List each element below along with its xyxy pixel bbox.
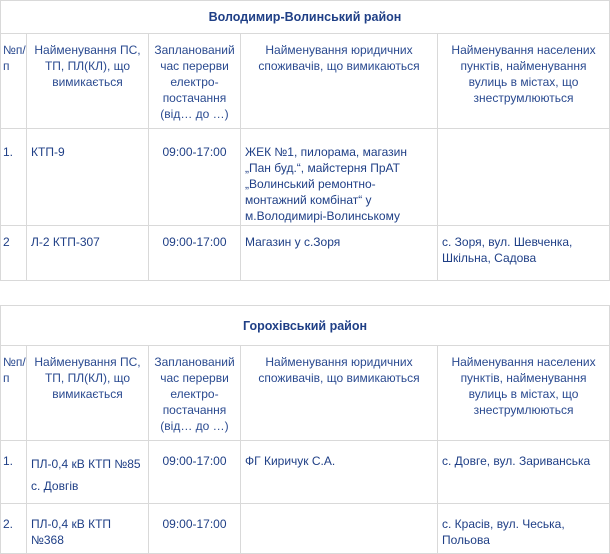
table-row — [1, 504, 610, 554]
row-time: 09:00-17:00 — [162, 145, 227, 159]
row-places: с. Довге, вул. Зариванська — [442, 454, 591, 468]
table-row — [1, 129, 610, 226]
row-object: Л-2 КТП-307 — [31, 235, 100, 249]
section-title-row — [1, 1, 610, 34]
row-consumers: ФГ Киричук С.А. — [245, 454, 336, 468]
table-row — [1, 441, 610, 504]
row-object: ПЛ-0,4 кВ КТП №85 с. Довгів — [31, 457, 141, 493]
col-header-time: Запланований час перерви електро-постачання (від… до …) — [154, 43, 235, 121]
table-header-row — [1, 34, 610, 129]
row-consumers: ЖЕК №1, пилорама, магазин „Пан буд.“, майстерня ПрАТ „Волинський ремонтно-монтажний комбінат“ у м.Володимирі-Волинському — [245, 145, 407, 223]
section-title: Горохівський район — [1, 306, 610, 346]
row-number: 1. — [3, 454, 14, 468]
row-time: 09:00-17:00 — [162, 235, 227, 249]
col-header-object: Найменування ПС, ТП, ПЛ(КЛ), що вимикається — [34, 43, 141, 89]
row-time: 09:00-17:00 — [162, 517, 227, 531]
table-header-row — [1, 346, 610, 441]
outage-table-horokhiv — [0, 305, 610, 554]
section-title: Володимир-Волинський район — [1, 1, 610, 34]
row-places: с. Зоря, вул. Шевченка, Шкільна, Садова — [442, 235, 573, 265]
row-places — [438, 129, 609, 144]
col-header-places: Найменування населених пунктів, найменування вулиць в містах, що знеструмлюються — [451, 355, 596, 417]
col-header-time: Запланований час перерви електро-постачання (від… до …) — [154, 355, 235, 433]
row-consumers: Магазин у с.Зоря — [245, 235, 341, 249]
row-consumers — [241, 504, 437, 516]
col-header-consumers: Найменування юридичних споживачів, що вимикаються — [258, 43, 420, 73]
row-object: КТП-9 — [31, 145, 65, 159]
col-header-number: №п/п — [3, 43, 26, 73]
col-header-places: Найменування населених пунктів, найменування вулиць в містах, що знеструмлюються — [451, 43, 596, 105]
col-header-object: Найменування ПС, ТП, ПЛ(КЛ), що вимикається — [34, 355, 141, 401]
row-number: 1. — [3, 145, 14, 159]
row-object: ПЛ-0,4 кВ КТП №368 — [31, 517, 112, 547]
col-header-consumers: Найменування юридичних споживачів, що вимикаються — [258, 355, 420, 385]
row-places: с. Красів, вул. Чеська, Польова — [442, 517, 565, 547]
row-number: 2. — [3, 517, 14, 531]
col-header-number: №п/п — [3, 355, 26, 385]
table-row — [1, 226, 610, 281]
section-title-row — [1, 306, 610, 346]
row-time: 09:00-17:00 — [162, 454, 227, 468]
row-number: 2 — [3, 235, 10, 249]
